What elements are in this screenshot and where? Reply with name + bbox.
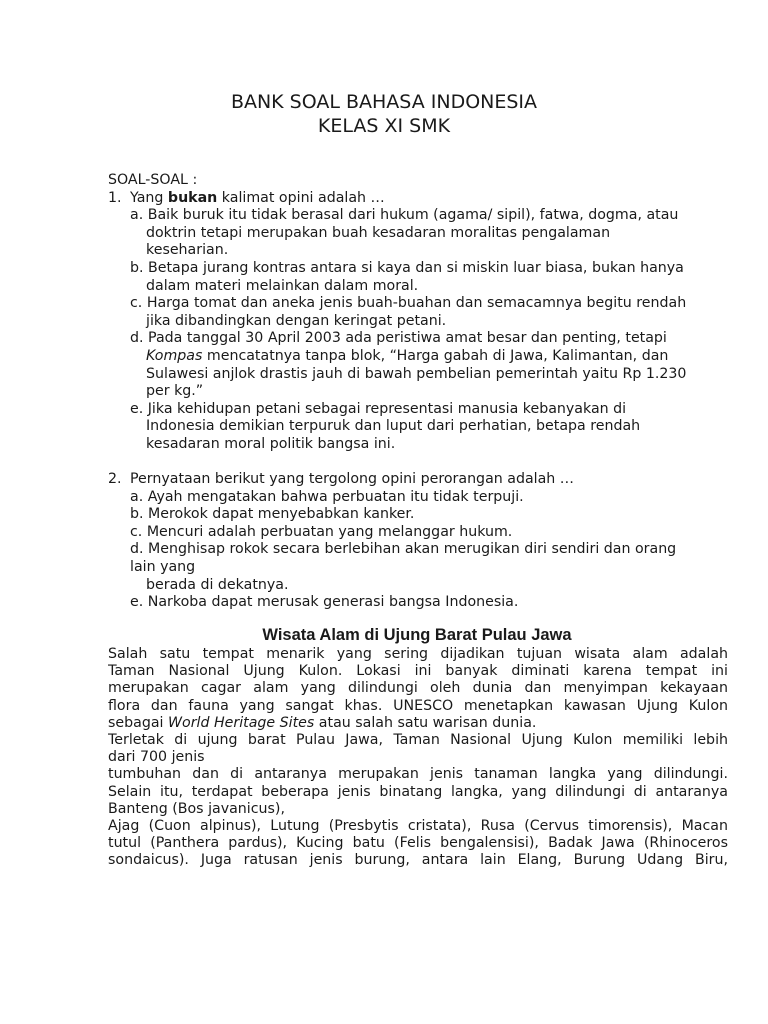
q1-option-b-cont: dalam materi melainkan dalam moral. <box>146 277 419 294</box>
passage-line: Selain itu, terdapat beberapa jenis binatang langka, yang dilindungi di antaranya <box>108 783 728 800</box>
q1-option-a-cont: doktrin tetapi merupakan buah kesadaran moralitas pengalaman <box>146 224 611 241</box>
passage-line: tumbuhan dan di antaranya merupakan jenis tanaman langka yang dilindungi. <box>108 766 728 783</box>
section-label: SOAL-SOAL : <box>108 172 198 188</box>
q1-option-b: b. Betapa jurang kontras antara si kaya dan si miskin luar biasa, bukan hanya <box>130 259 684 276</box>
passage-line: merupakan cagar alam yang dilindungi oleh dunia dan menyimpan kekayaan <box>108 680 728 697</box>
question-number: 2. <box>108 471 122 488</box>
passage-line: tutul (Panthera pardus), Kucing batu (Felis bengalensisi), Badak Jawa (Rhinoceros <box>108 835 728 852</box>
q2-option-d-cont: lain yang <box>130 559 196 576</box>
q2-option-e: e. Narkoba dapat merusak generasi bangsa Indonesia. <box>130 594 519 611</box>
q1-option-d-cont: per kg.” <box>146 383 204 400</box>
italic-source: Kompas <box>146 347 203 364</box>
q1-option-d: d. Pada tanggal 30 April 2003 ada peristiwa amat besar dan penting, tetapi <box>130 330 667 347</box>
q1-option-e-cont: Indonesia demikian terpuruk dan luput dari perhatian, betapa rendah <box>146 418 641 435</box>
emphasis-word: bukan <box>167 189 218 206</box>
document-subtitle: KELAS XI SMK <box>317 115 451 137</box>
q1-option-d-cont: Sulawesi anjlok drastis jauh di bawah pembelian pemerintah yaitu Rp 1.230 <box>146 365 687 382</box>
q1-option-e: e. Jika kehidupan petani sebagai representasi manusia kebanyakan di <box>130 400 627 417</box>
document-title: BANK SOAL BAHASA INDONESIA <box>230 91 538 113</box>
reading-passage <box>108 646 728 869</box>
passage-line: flora dan fauna yang sangat khas. UNESCO menetapkan kawasan Ujung Kulon <box>108 697 728 714</box>
passage-line: dari 700 jenis <box>108 749 205 766</box>
question-1-stem: 1. Yang bukan kalimat opini adalah … <box>108 189 385 206</box>
q2-option-b: b. Merokok dapat menyebabkan kanker. <box>130 506 415 523</box>
q2-option-c: c. Mencuri adalah perbuatan yang melanggar hukum. <box>130 523 513 540</box>
passage-line: sebagai World Heritage Sites atau salah satu warisan dunia. <box>108 714 537 731</box>
passage-line: Taman Nasional Ujung Kulon. Lokasi ini banyak diminati karena tempat ini <box>108 663 728 680</box>
italic-term: World Heritage Sites <box>167 714 315 731</box>
passage-line: Banteng (Bos javanicus), <box>108 800 285 817</box>
q1-option-a: a. Baik buruk itu tidak berasal dari hukum (agama/ sipil), fatwa, dogma, atau <box>130 207 679 224</box>
q1-option-c-cont: jika dibandingkan dengan keringat petani. <box>146 312 447 329</box>
q2-option-a: a. Ayah mengatakan bahwa perbuatan itu tidak terpuji. <box>130 488 524 505</box>
q1-option-c: c. Harga tomat dan aneka jenis buah-buahan dan semacamnya begitu rendah <box>130 295 687 312</box>
passage-line: Ajag (Cuon alpinus), Lutung (Presbytis cristata), Rusa (Cervus timorensis), Macan <box>108 817 728 834</box>
question-number: 1. <box>108 189 122 206</box>
question-2-stem: 2. Pernyataan berikut yang tergolong opini perorangan adalah … <box>108 471 574 488</box>
q1-option-d-cont: Kompas mencatatnya tanpa blok, “Harga gabah di Jawa, Kalimantan, dan <box>146 347 669 364</box>
q2-option-d-cont: berada di dekatnya. <box>146 576 289 593</box>
passage-line: Terletak di ujung barat Pulau Jawa, Taman Nasional Ujung Kulon memiliki lebih <box>108 731 728 748</box>
passage-line: sondaicus). Juga ratusan jenis burung, antara lain Elang, Burung Udang Biru, <box>108 852 728 869</box>
q2-option-d: d. Menghisap rokok secara berlebihan akan merugikan diri sendiri dan orang <box>130 541 677 558</box>
passage-title: Wisata Alam di Ujung Barat Pulau Jawa <box>262 626 572 644</box>
q1-option-a-cont: keseharian. <box>146 242 229 259</box>
passage-line: Salah satu tempat menarik yang sering dijadikan tujuan wisata alam adalah <box>108 646 728 662</box>
question-section <box>108 172 728 612</box>
q1-option-e-cont: kesadaran moral politik bangsa ini. <box>146 435 396 452</box>
